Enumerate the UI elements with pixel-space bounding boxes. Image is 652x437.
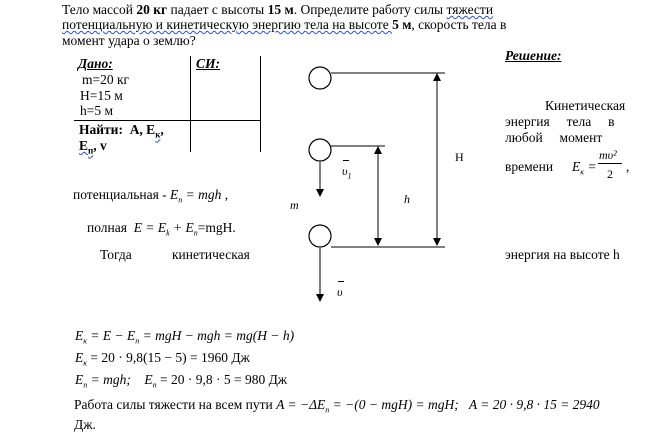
problem-line-3: момент удара о землю? [62, 33, 196, 48]
si-header: СИ: [196, 56, 221, 71]
falling-body-diagram [300, 60, 480, 310]
work-line: Работа силы тяжести на всем пути $A = -\Delta E_п = -(0 - mgH)$ = mgH; A = 20 · 9,8 · 15 = 2940 [74, 397, 600, 415]
solution-time-word: времени [505, 159, 554, 174]
label-v: υ [337, 285, 343, 299]
find-line-2: $E_п$, v [79, 138, 107, 156]
then-tail: энергия на высоте h [505, 247, 620, 262]
kinetic-formula: $E_к$ = [572, 159, 597, 177]
full-energy-line: полная $E = E_k + E_п=mgH$. [87, 220, 236, 238]
given-height-h: h=5 м [80, 103, 114, 118]
solution-energy-line: энергия тела в [505, 114, 615, 129]
given-header: Дано: [78, 56, 113, 71]
given-height-H: H=15 м [80, 88, 123, 103]
label-m: m [290, 198, 299, 212]
kinetic-tail: , [626, 159, 630, 174]
potential-line: потенциальная - $E_п$ = mgh , [73, 187, 229, 205]
equation-1: $E_к = E - E_п$ = mgH − mgh = mg(H − h) [75, 328, 295, 346]
ball-bottom [309, 225, 331, 247]
ball-middle [309, 139, 331, 161]
equation-2: $E_к = 20 \cdot 9,8(15 - 5) = 1960$ Дж [75, 350, 250, 368]
find-line: Найти: A, $E_к$, [79, 122, 164, 140]
kinetic-denominator: 2 [607, 167, 613, 181]
solution-kinetic-word: Кинетическая [545, 98, 626, 113]
kinetic-numerator: mυ² [599, 148, 617, 162]
equation-3: $E_п$ = mgh; $E_п = 20 \cdot 9,8 \cdot 5 = 980$ Дж [75, 372, 288, 390]
then-kinetic: кинетическая [172, 247, 250, 262]
ball-top [309, 67, 331, 89]
given-mass: m=20 кг [82, 72, 130, 87]
label-v1: $\upsilon_1$ [342, 164, 352, 181]
solution-header: Решение: [505, 48, 562, 63]
label-h: h [404, 192, 410, 206]
work-unit: Дж. [74, 417, 96, 432]
solution-any-line: любой момент [505, 130, 603, 145]
then-word: Тогда [100, 247, 132, 262]
label-H: H [455, 150, 464, 164]
problem-line-2: потенциальную и кинетическую энергию тела на высоте 5 м, скорость тела в [62, 17, 507, 32]
problem-line-1: Тело массой 20 кг падает с высоты 15 м. Определите работу силы тяжести [62, 2, 494, 17]
